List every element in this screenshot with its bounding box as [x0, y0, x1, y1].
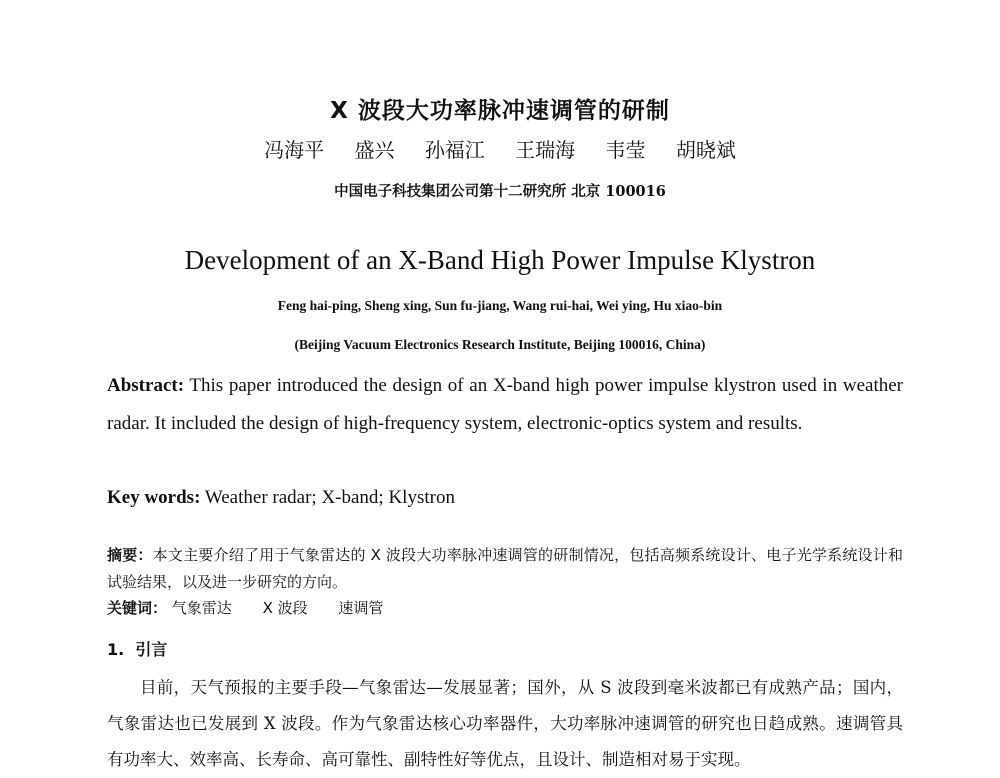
abstract: [107, 367, 903, 443]
cn-abstract-text: 本文主要介绍了用于气象雷达的 X 波段大功率脉冲速调管的研制情况，包括高频系统设计、电子光学系统设计和试验结果，以及进一步研究的方向。: [107, 546, 903, 591]
en-title: Development of an X-Band High Power Impulse Klystron: [184, 245, 816, 275]
keywords-text: Weather radar; X-band; Klystron: [204, 487, 455, 508]
cn-title: X 波段大功率脉冲速调管的研制: [330, 98, 670, 124]
keywords-label: Key words:: [107, 487, 201, 508]
cn-keyword: 气象雷达: [171, 599, 232, 617]
section-body: 目前，天气预报的主要手段—气象雷达—发展显著；国外，从 S 波段到毫米波都已有成熟产品；国内，气象雷达也已发展到 X 波段。作为气象雷达核心功率器件，大功率脉冲速调管的研究也日趋成熟。速调管具有功率大、效率高、长寿命、高可靠性、副特性好等优点，且设计、制造相对易于实现。: [107, 678, 903, 769]
en-authors: Feng hai-ping, Sheng xing, Sun fu-jiang, Wang rui-hai, Wei ying, Hu xiao-bin: [277, 298, 723, 313]
cn-authors: [0, 134, 1000, 163]
keywords: [107, 487, 455, 509]
cn-keyword: 速调管: [338, 599, 384, 617]
cn-author: 韦莹: [605, 138, 646, 162]
cn-keywords: [107, 597, 409, 618]
en-affiliation: (Beijing Vacuum Electronics Research Institute, Beijing 100016, China): [294, 337, 706, 352]
cn-keywords-label: 关键词：: [107, 599, 168, 617]
section-title: 引言: [135, 640, 168, 659]
section-number: 1.: [107, 640, 125, 659]
cn-abstract-label: 摘要：: [107, 546, 153, 564]
section-heading: [107, 637, 167, 660]
cn-author: 冯海平: [264, 138, 325, 162]
cn-affiliation: 中国电子科技集团公司第十二研究所 北京 100016: [334, 183, 666, 200]
cn-author: 胡晓斌: [675, 138, 736, 162]
cn-author: 孙福江: [424, 138, 485, 162]
abstract-label: Abstract:: [107, 375, 185, 396]
cn-abstract: [107, 542, 903, 596]
cn-author: 王瑞海: [515, 138, 576, 162]
cn-keyword: X 波段: [262, 599, 308, 617]
cn-author: 盛兴: [354, 138, 395, 162]
abstract-text: This paper introduced the design of an X-band high power impulse klystron used in weather radar. It included the design of high-frequency system, electronic-optics system and results.: [107, 375, 903, 434]
